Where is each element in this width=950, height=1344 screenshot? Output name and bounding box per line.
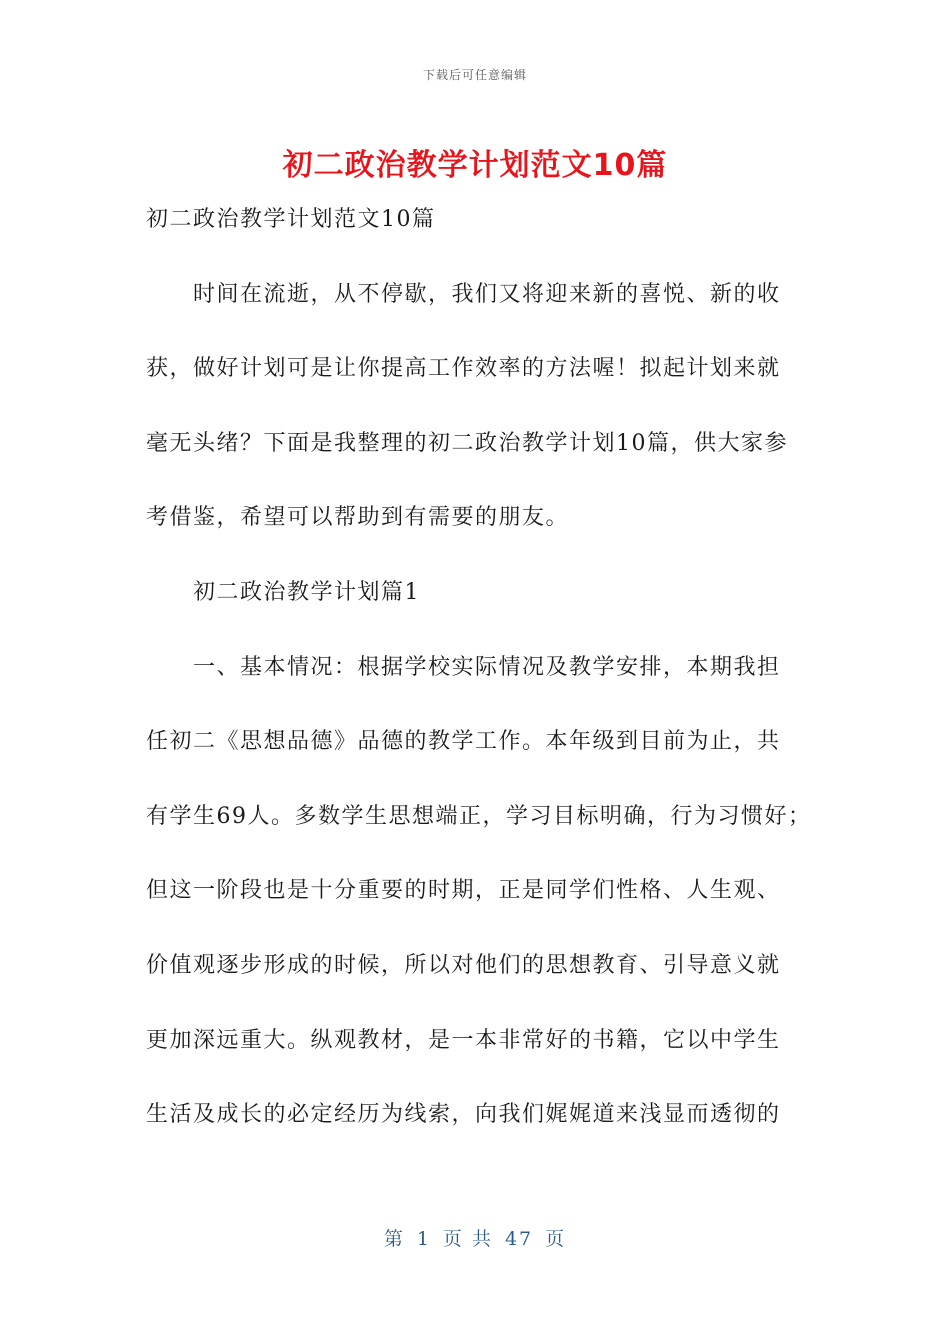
paragraph-line: 考借鉴，希望可以帮助到有需要的朋友。: [146, 505, 570, 531]
document-body: [146, 196, 811, 1166]
footer-prefix: 第: [383, 1228, 405, 1250]
header-note: 下载后可任意编辑: [422, 68, 527, 82]
footer-suffix: 页: [545, 1228, 567, 1250]
section-heading: 初二政治教学计划篇1: [193, 579, 420, 605]
paragraph-line: 获，做好计划可是让你提高工作效率的方法喔！拟起计划来就: [146, 356, 781, 382]
footer-middle: 页 共: [442, 1228, 493, 1250]
paragraph-line: 毫无头绪？下面是我整理的初二政治教学计划10篇，供大家参: [146, 430, 788, 456]
paragraph-line: 生活及成长的必定经历为线索，向我们娓娓道来浅显而透彻的: [146, 1102, 781, 1128]
paragraph-line: 价值观逐步形成的时候，所以对他们的思想教育、引导意义就: [146, 952, 781, 978]
paragraph-line: 有学生69人。多数学生思想端正，学习目标明确，行为习惯好；: [146, 803, 812, 829]
footer-total-pages: 47: [504, 1228, 534, 1250]
page-footer: [0, 1224, 950, 1251]
paragraph-line: 时间在流逝，从不停歇，我们又将迎来新的喜悦、新的收: [193, 281, 781, 307]
paragraph-line: 更加深远重大。纵观教材，是一本非常好的书籍，它以中学生: [146, 1027, 781, 1053]
document-title: 初二政治教学计划范文10篇: [282, 148, 668, 183]
footer-page-number: 1: [416, 1228, 431, 1250]
paragraph-line: 但这一阶段也是十分重要的时期，正是同学们性格、人生观、: [146, 878, 781, 904]
subtitle-line: 初二政治教学计划范文10篇: [146, 207, 436, 232]
paragraph-line: 任初二《思想品德》品德的教学工作。本年级到目前为止，共: [146, 729, 781, 755]
paragraph-line: 一、基本情况：根据学校实际情况及教学安排，本期我担: [193, 654, 781, 680]
